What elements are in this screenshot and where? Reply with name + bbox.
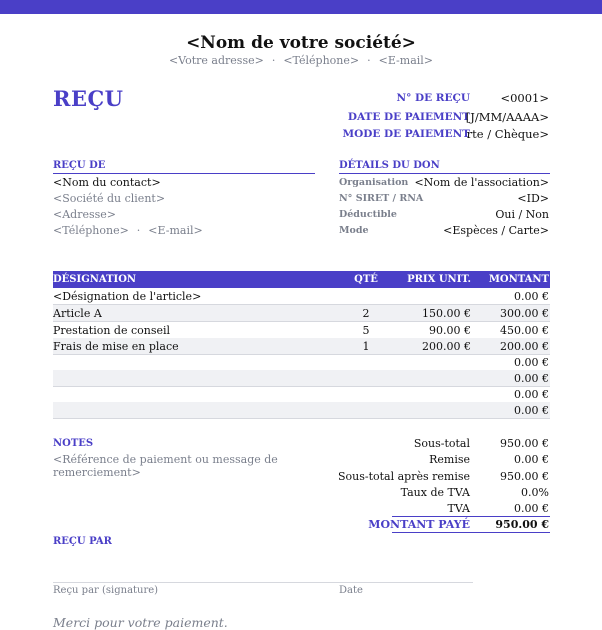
item-amount: 0.00 €: [514, 290, 549, 303]
company-contact-line: [0, 54, 602, 67]
company-address: <Votre adresse>: [168, 54, 264, 67]
vat-label: TVA: [447, 502, 470, 515]
client-contact: <Nom du contact>: [53, 176, 161, 189]
item-designation: <Désignation de l'article>: [53, 290, 202, 303]
item-qty: 2: [362, 307, 370, 320]
notes-text: <Référence de paiement ou message de remerciement>: [53, 453, 278, 479]
donation-details-heading: DÉTAILS DU DON: [339, 160, 440, 171]
client-address: <Adresse>: [53, 208, 116, 221]
deductible-value: Oui / Non: [495, 208, 549, 221]
vat-value: 0.00 €: [514, 502, 549, 515]
deductible-label: Déductible: [339, 209, 397, 220]
amount-paid-label: MONTANT PAYÉ: [368, 518, 470, 531]
received-from-heading: REÇU DE: [53, 160, 106, 171]
discount-label: Remise: [429, 453, 470, 466]
client-phone: <Téléphone>: [53, 224, 129, 237]
siret-value: <ID>: [517, 192, 549, 205]
item-unit-price: 150.00 €: [422, 307, 471, 320]
item-amount: 0.00 €: [514, 388, 549, 401]
separator-dot: ·: [136, 224, 141, 237]
header-designation: DÉSIGNATION: [53, 274, 137, 285]
item-qty: 1: [362, 340, 370, 353]
subtotal-value: 950.00 €: [500, 437, 549, 450]
items-table-header: [53, 271, 550, 288]
company-name: <Nom de votre société>: [186, 33, 416, 53]
discount-value: 0.00 €: [514, 453, 549, 466]
total-top-rule: [392, 516, 550, 517]
client-email: <E-mail>: [148, 224, 203, 237]
item-amount: 450.00 €: [500, 324, 549, 337]
payment-date-label: DATE DE PAIEMENT: [347, 111, 470, 123]
mode-label: Mode: [339, 225, 369, 236]
table-row: [53, 322, 550, 339]
table-row: [53, 354, 550, 371]
thank-you-message: Merci pour votre paiement.: [53, 615, 228, 630]
receipt-number-label: N° DE REÇU: [396, 92, 470, 104]
company-phone: <Téléphone>: [283, 54, 360, 67]
client-phone-email: [53, 224, 203, 237]
separator-dot: ·: [367, 54, 371, 67]
mode-value: <Espèces / Carte>: [443, 224, 549, 237]
item-designation: Article A: [53, 307, 102, 320]
item-amount: 200.00 €: [500, 340, 549, 353]
organisation-label: Organisation: [339, 177, 409, 188]
table-row: [53, 370, 550, 387]
item-amount: 0.00 €: [514, 404, 549, 417]
item-designation: Prestation de conseil: [53, 324, 171, 337]
table-row: [53, 402, 550, 419]
item-designation: Frais de mise en place: [53, 340, 179, 353]
payment-method-value: rte / Chèque>: [466, 127, 549, 141]
item-amount: 0.00 €: [514, 356, 549, 369]
payment-date-value: [J/MM/AAAA>: [465, 110, 549, 124]
total-bottom-rule: [392, 532, 550, 533]
separator-dot: ·: [271, 54, 276, 67]
header-unit-price: PRIX UNIT.: [407, 274, 471, 285]
item-amount: 300.00 €: [500, 307, 549, 320]
received-from-rule: [53, 173, 315, 174]
received-by-heading: REÇU PAR: [53, 536, 112, 547]
table-row: [53, 386, 550, 403]
client-company: <Société du client>: [53, 192, 166, 205]
donation-details-rule: [339, 173, 550, 174]
item-unit-price: 90.00 €: [429, 324, 471, 337]
signature-line: [53, 582, 473, 583]
signature-label: Reçu par (signature): [53, 585, 159, 596]
date-label: Date: [339, 585, 363, 596]
header-amount: MONTANT: [488, 274, 549, 285]
notes-heading: NOTES: [53, 438, 94, 449]
receipt-title: REÇU: [53, 86, 124, 111]
subtotal-label: Sous-total: [413, 437, 470, 450]
vat-rate-value: 0.0%: [521, 486, 549, 499]
receipt-number-value: <0001>: [500, 91, 549, 105]
vat-rate-label: Taux de TVA: [400, 486, 470, 499]
company-email: <E-mail>: [378, 54, 434, 67]
subtotal-after-discount-label: Sous-total après remise: [337, 470, 470, 483]
siret-label: N° SIRET / RNA: [339, 193, 424, 204]
item-qty: 5: [362, 324, 370, 337]
table-row: [53, 288, 550, 305]
item-amount: 0.00 €: [514, 372, 549, 385]
table-row: [53, 305, 550, 322]
amount-paid-value: 950.00 €: [495, 518, 549, 531]
table-row: [53, 338, 550, 355]
top-accent-bar: [0, 0, 602, 14]
subtotal-after-discount-value: 950.00 €: [500, 470, 549, 483]
item-unit-price: 200.00 €: [422, 340, 471, 353]
organisation-value: <Nom de l'association>: [414, 176, 549, 189]
header-qty: QTÉ: [354, 274, 378, 285]
payment-method-label: MODE DE PAIEMENT: [342, 128, 470, 140]
